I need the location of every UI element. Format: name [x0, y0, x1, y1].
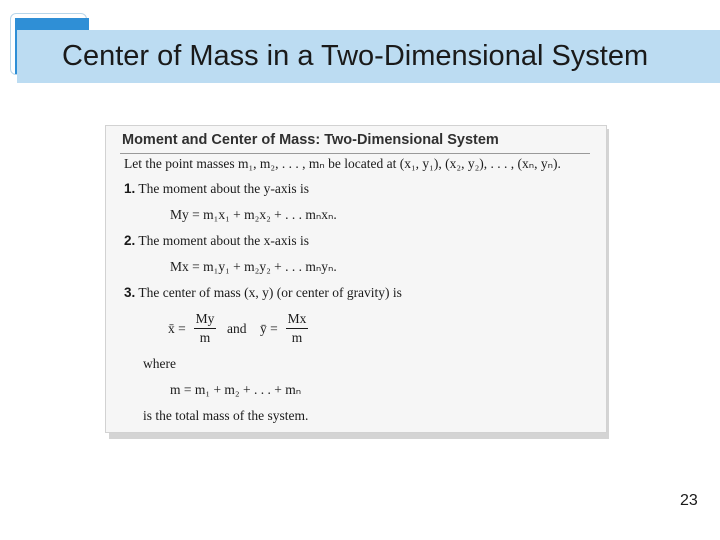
where-word: where: [143, 356, 176, 371]
moment-x-formula: Mx = m₁y₁ + m₂y₂ + . . . mₙyₙ.: [170, 259, 337, 274]
definition-box: [105, 125, 607, 433]
definition-heading: Moment and Center of Mass: Two-Dimensional System: [122, 132, 499, 148]
page-number: 23: [680, 492, 698, 509]
closing-text: is the total mass of the system.: [143, 408, 309, 423]
and-word: and: [227, 321, 247, 336]
intro-text: Let the point masses m₁, m₂, . . . , mₙ be located at (x₁, y₁), (x₂, y₂), . . . , (xₙ, yₙ).: [124, 156, 561, 171]
xbar-numerator: My: [195, 311, 215, 326]
ybar-numerator: Mx: [287, 311, 307, 326]
ybar-label: ȳ =: [260, 321, 278, 336]
item2-number: 2.: [124, 233, 136, 248]
slide-title: Center of Mass in a Two-Dimensional System: [62, 40, 649, 72]
item3-text: The center of mass (x, y) (or center of gravity) is: [138, 285, 402, 300]
total-mass-formula: m = m₁ + m₂ + . . . + mₙ: [170, 382, 302, 397]
moment-y-formula: My = m₁x₁ + m₂x₂ + . . . mₙxₙ.: [170, 207, 337, 222]
heading-rule: [120, 153, 590, 154]
xbar-denominator: m: [199, 330, 211, 345]
ybar-fraction-bar: [286, 328, 308, 329]
ybar-denominator: m: [291, 330, 303, 345]
item2-text: The moment about the x-axis is: [138, 233, 309, 248]
xbar-fraction-bar: [194, 328, 216, 329]
xbar-label: x̄ =: [168, 321, 186, 336]
item1-text: The moment about the y-axis is: [138, 181, 309, 196]
item3-number: 3.: [124, 285, 136, 300]
item1-number: 1.: [124, 181, 136, 196]
